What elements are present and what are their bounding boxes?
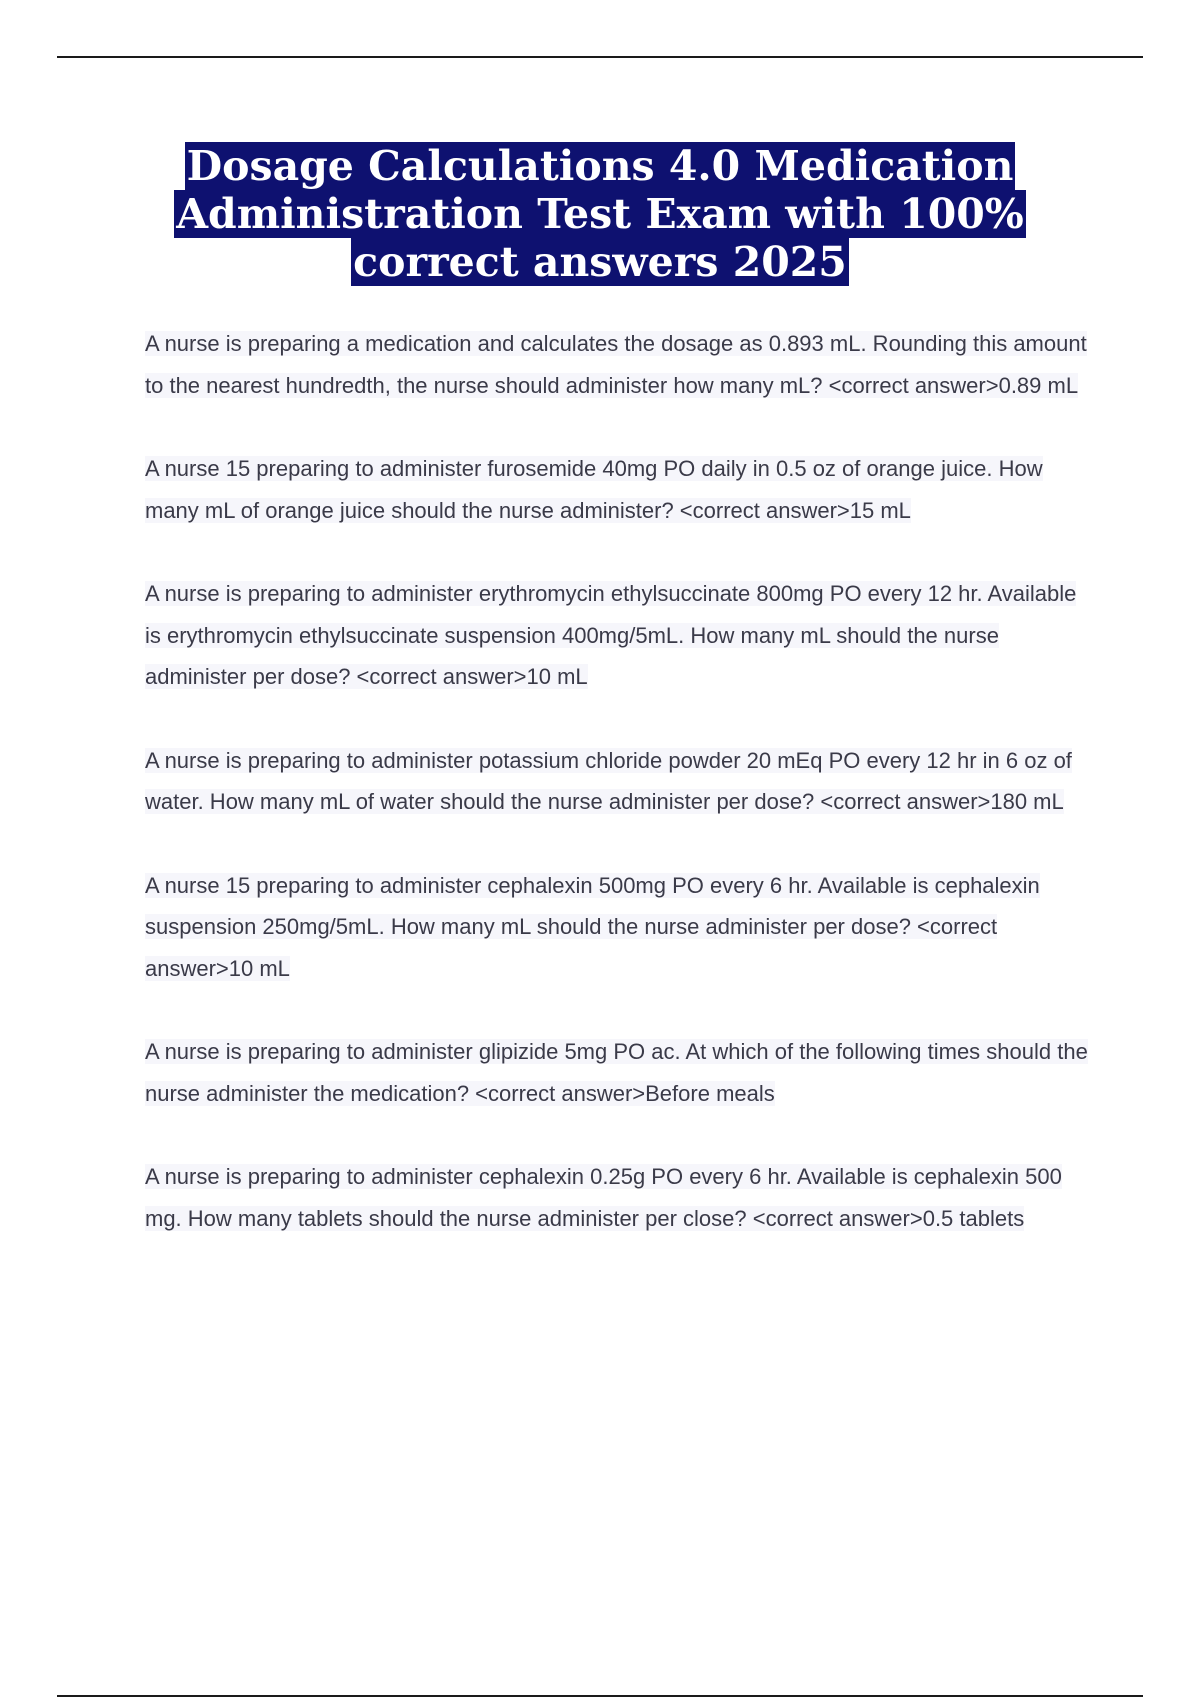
question-text: A nurse 15 preparing to administer cephalexin 500mg PO every 6 hr. Available is cephalexin suspension 250mg/5mL. How many mL should the nurse administer per dose? <correct answer>10 mL bbox=[145, 872, 1040, 981]
bottom-rule bbox=[57, 1695, 1143, 1697]
document-title-text: Dosage Calculations 4.0 Medication Administration Test Exam with 100% correct answers 2025 bbox=[176, 142, 1024, 286]
question-item bbox=[145, 740, 1095, 823]
question-text: A nurse is preparing to administer cephalexin 0.25g PO every 6 hr. Available is cephalexin 500 mg. How many tablets should the nurse administer per close? <correct answer>0.5 tablets bbox=[145, 1164, 1062, 1231]
question-item bbox=[145, 1156, 1095, 1239]
question-item bbox=[145, 1031, 1095, 1114]
question-text: A nurse 15 preparing to administer furosemide 40mg PO daily in 0.5 oz of orange juice. How many mL of orange juice should the nurse administer? <correct answer>15 mL bbox=[145, 456, 1043, 523]
question-text: A nurse is preparing a medication and calculates the dosage as 0.893 mL. Rounding this amount to the nearest hundredth, the nurse should administer how many mL? <correct answer>0.89 mL bbox=[145, 331, 1087, 398]
top-rule bbox=[57, 56, 1143, 58]
question-text: A nurse is preparing to administer glipizide 5mg PO ac. At which of the following times should the nurse administer the medication? <correct answer>Before meals bbox=[145, 1039, 1088, 1106]
question-list bbox=[145, 323, 1095, 1281]
question-item bbox=[145, 323, 1095, 406]
document-title bbox=[150, 142, 1050, 286]
question-text: A nurse is preparing to administer erythromycin ethylsuccinate 800mg PO every 12 hr. Available is erythromycin ethylsuccinate suspension 400mg/5mL. How many mL should the nurse administer per dose? <correct answer>10 mL bbox=[145, 581, 1077, 689]
question-item bbox=[145, 448, 1095, 531]
question-item bbox=[145, 865, 1095, 990]
question-text: A nurse is preparing to administer potassium chloride powder 20 mEq PO every 12 hr in 6 oz of water. How many mL of water should the nurse administer per dose? <correct answer>180 mL bbox=[145, 747, 1072, 814]
question-item bbox=[145, 573, 1095, 698]
